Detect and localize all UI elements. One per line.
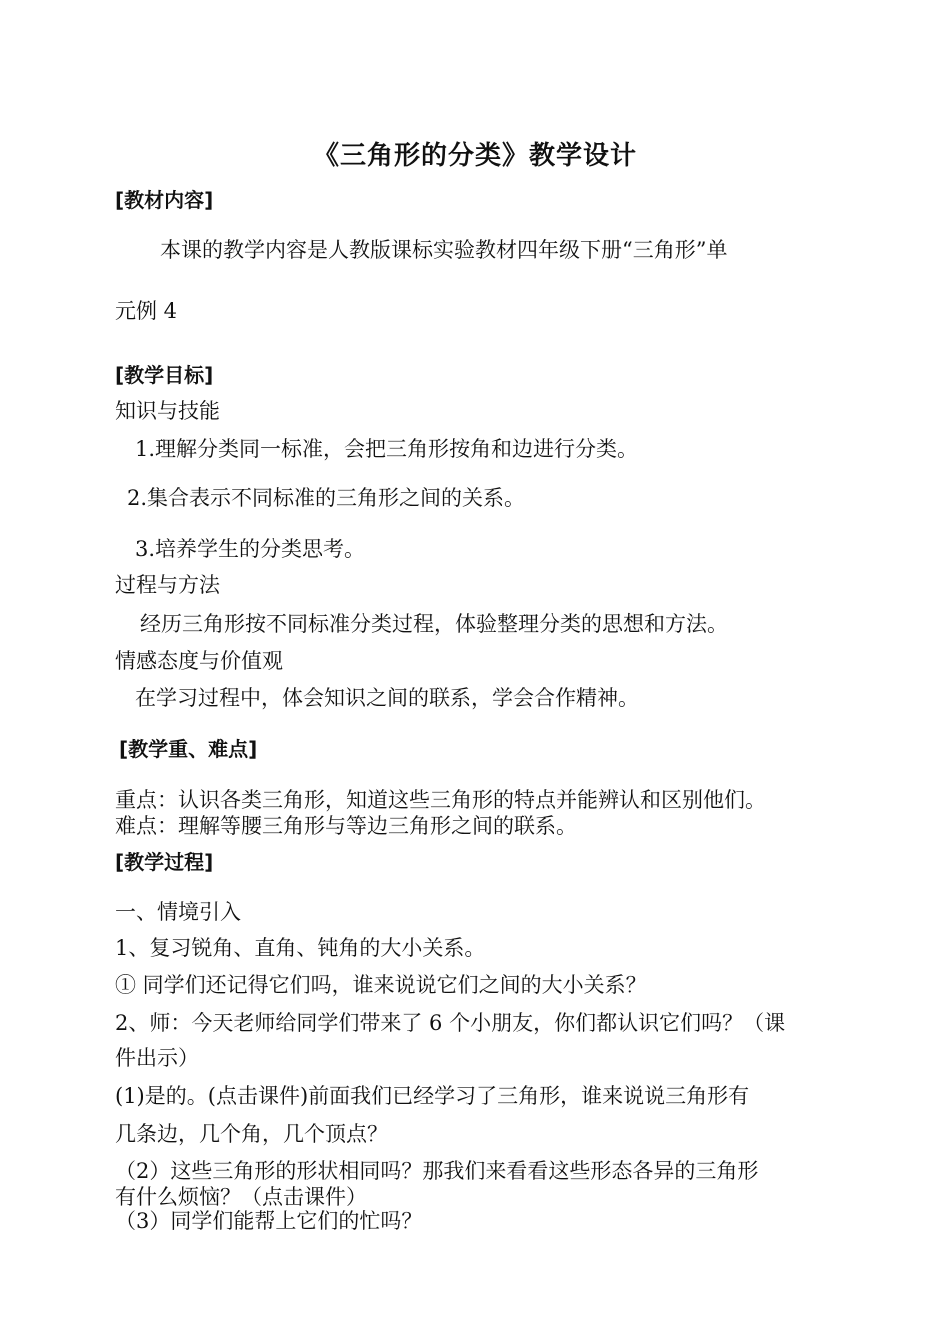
paragraph-line: 元例 4	[115, 299, 178, 323]
paragraph-line: （3）同学们能帮上它们的忙吗？	[115, 1209, 423, 1233]
paragraph-line: 重点：认识各类三角形，知道这些三角形的特点并能辨认和区别他们。	[115, 788, 766, 812]
document-title: 《三角形的分类》教学设计	[312, 141, 637, 171]
list-item: 3.培养学生的分类思考。	[135, 537, 366, 561]
paragraph-line: 件出示）	[115, 1046, 199, 1070]
paragraph-line: ① 同学们还记得它们吗，谁来说说它们之间的大小关系？	[115, 973, 647, 997]
section-heading-process: [教学过程]	[115, 850, 214, 874]
paragraph-line: 难点：理解等腰三角形与等边三角形之间的联系。	[115, 814, 577, 838]
paragraph-line: 经历三角形按不同标准分类过程，体验整理分类的思想和方法。	[140, 612, 728, 636]
paragraph-line: 几条边，几个角，几个顶点？	[115, 1122, 388, 1146]
subheading-process: 过程与方法	[115, 573, 220, 597]
paragraph-line: （2）这些三角形的形状相同吗？那我们来看看这些形态各异的三角形	[115, 1159, 759, 1183]
paragraph-line: 1、复习锐角、直角、钝角的大小关系。	[115, 936, 486, 960]
paragraph-line: 本课的教学内容是人教版课标实验教材四年级下册“三角形”单	[160, 238, 728, 262]
paragraph-line: 有什么烦恼？（点击课件）	[115, 1185, 367, 1209]
subheading-knowledge: 知识与技能	[115, 399, 220, 423]
list-item: 2.集合表示不同标准的三角形之间的关系。	[127, 486, 526, 510]
section-heading-keypoints: [教学重、难点]	[119, 737, 258, 761]
section-heading-goals: [教学目标]	[115, 363, 214, 387]
list-item: 1.理解分类同一标准，会把三角形按角和边进行分类。	[135, 437, 639, 461]
paragraph-line: 一、情境引入	[115, 900, 241, 924]
subheading-emotion: 情感态度与价值观	[115, 649, 283, 673]
paragraph-line: 在学习过程中，体会知识之间的联系，学会合作精神。	[135, 686, 639, 710]
paragraph-line: (1)是的。(点击课件)前面我们已经学习了三角形，谁来说说三角形有	[115, 1084, 750, 1108]
paragraph-line: 2、师：今天老师给同学们带来了 6 个小朋友，你们都认识它们吗？（课	[115, 1011, 786, 1035]
section-heading-content: [教材内容]	[115, 188, 214, 212]
